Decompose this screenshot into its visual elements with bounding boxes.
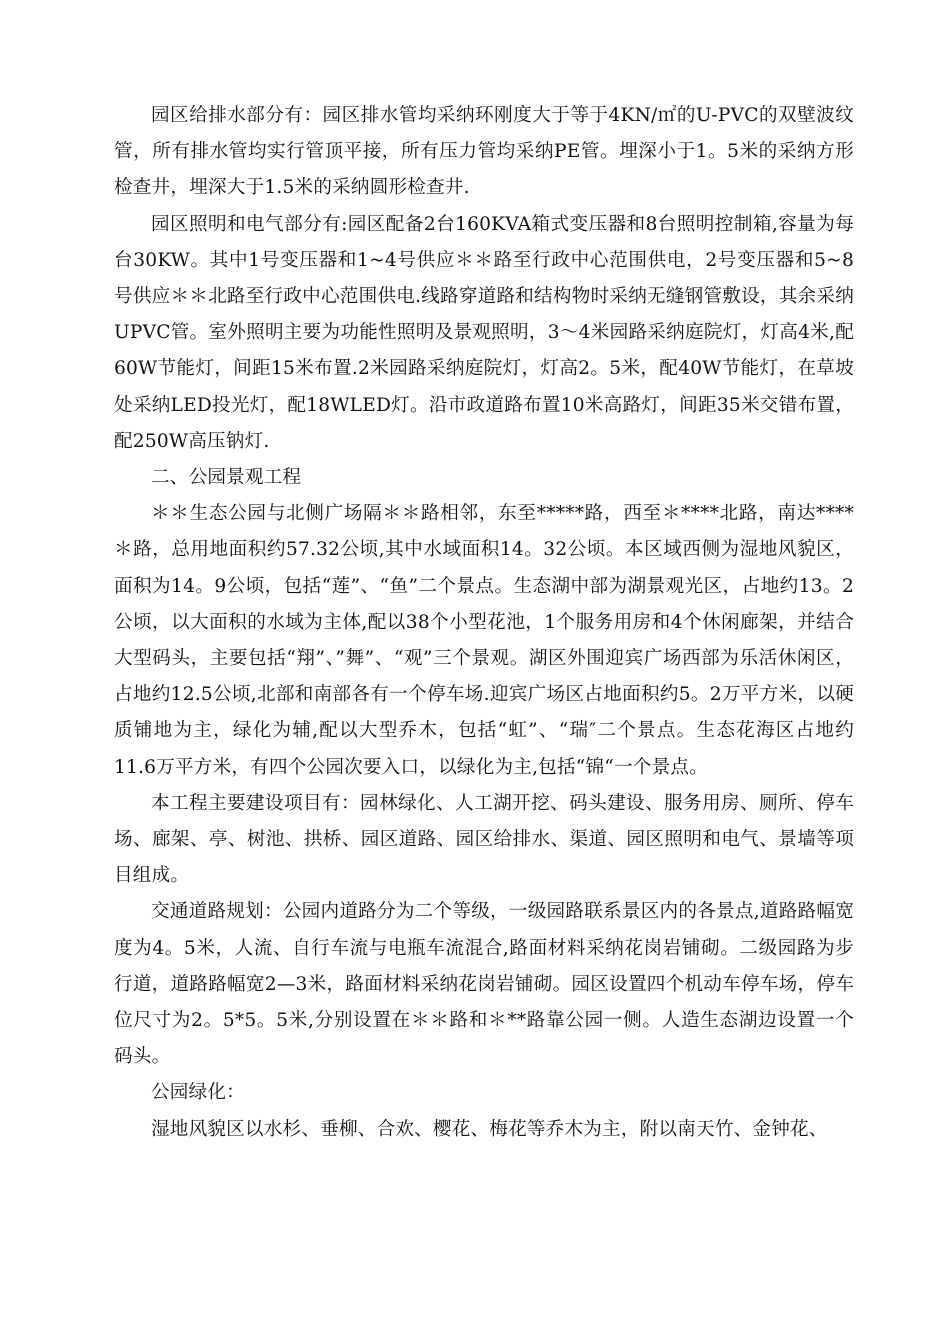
- paragraph-wetland-greening: 湿地风貌区以水杉、垂柳、合欢、樱花、梅花等乔木为主，附以南天竹、金钟花、: [151, 1118, 828, 1140]
- paragraph-traffic-planning: 交通道路规划：公园内道路分为二个等级，一级园路联系景区内的各景点,道路路幅宽度为4。5米，人流、自行车流与电瓶车流混合,路面材料采纳花岗岩铺砌。二级园路为步行道，道路路幅宽2—3米，路面材料采纳花岗岩铺砌。园区设置四个机动车停车场，停车位尺寸为2。5*5。5米,分别设置在＊＊路和＊**路靠公园一侧。人造生态湖边设置一个码头。: [114, 901, 854, 1068]
- paragraph-drainage: 园区给排水部分有：园区排水管均采纳环刚度大于等于4KN/㎡的U-PVC的双壁波纹管，所有排水管均实行管顶平接，所有压力管均采纳PE管。埋深小于1。5米的采纳方形检查井，埋深大于1.5米的采纳圆形检查井.: [114, 105, 854, 199]
- paragraph-greening-title: 公园绿化：: [151, 1082, 245, 1104]
- section-heading: 二、公园景观工程: [151, 467, 302, 489]
- paragraph-construction-items: 本工程主要建设项目有：园林绿化、人工湖开挖、码头建设、服务用房、厕所、停车场、廊架、亭、树池、拱桥、园区道路、园区给排水、渠道、园区照明和电气、景墙等项目组成。: [114, 792, 854, 887]
- paragraph-lighting-electrical: 园区照明和电气部分有:园区配备2台160KVA箱式变压器和8台照明控制箱,容量为每台30KW。其中1号变压器和1~4号供应＊＊路至行政中心范围供电，2号变压器和5~8号供应＊＊北路至行政中心范围供电.线路穿道路和结构物时采纳无缝钢管敷设，其余采纳UPVC管。室外照明主要为功能性照明及景观照明，3～4米园路采纳庭院灯，灯高4米,配60W节能灯，间距15米布置.2米园路采纳庭院灯，灯高2。5米，配40W节能灯，在草坡处采纳LED投光灯，配18WLED灯。沿市政道路布置10米高路灯，间距35米交错布置，配250W高压钠灯.: [114, 213, 854, 452]
- paragraph-park-overview: ＊＊生态公园与北侧广场隔＊＊路相邻，东至*****路，西至＊****北路，南达****＊路，总用地面积约57.32公顷,其中水域面积14。32公顷。本区域西侧为湿地风貌区，面积为14。9公顷，包括“莲”、“鱼”二个景点。生态湖中部为湖景观光区，占地约13。2公顷，以大面积的水域为主体,配以38个小型花池，1个服务用房和4个休闲廊架，并结合大型码头，主要包括“翔”、”舞”、“观”三个景观。湖区外围迎宾广场西部为乐活休闲区，占地约12.5公顷,北部和南部各有一个停车场.迎宾广场区占地面积约5。2万平方米，以硬质铺地为主，绿化为辅,配以大型乔木，包括“虹”、“瑞″二个景点。生态花海区占地约11.6万平方米，有四个公园次要入口，以绿化为主,包括“锦“一个景点。: [114, 503, 854, 778]
